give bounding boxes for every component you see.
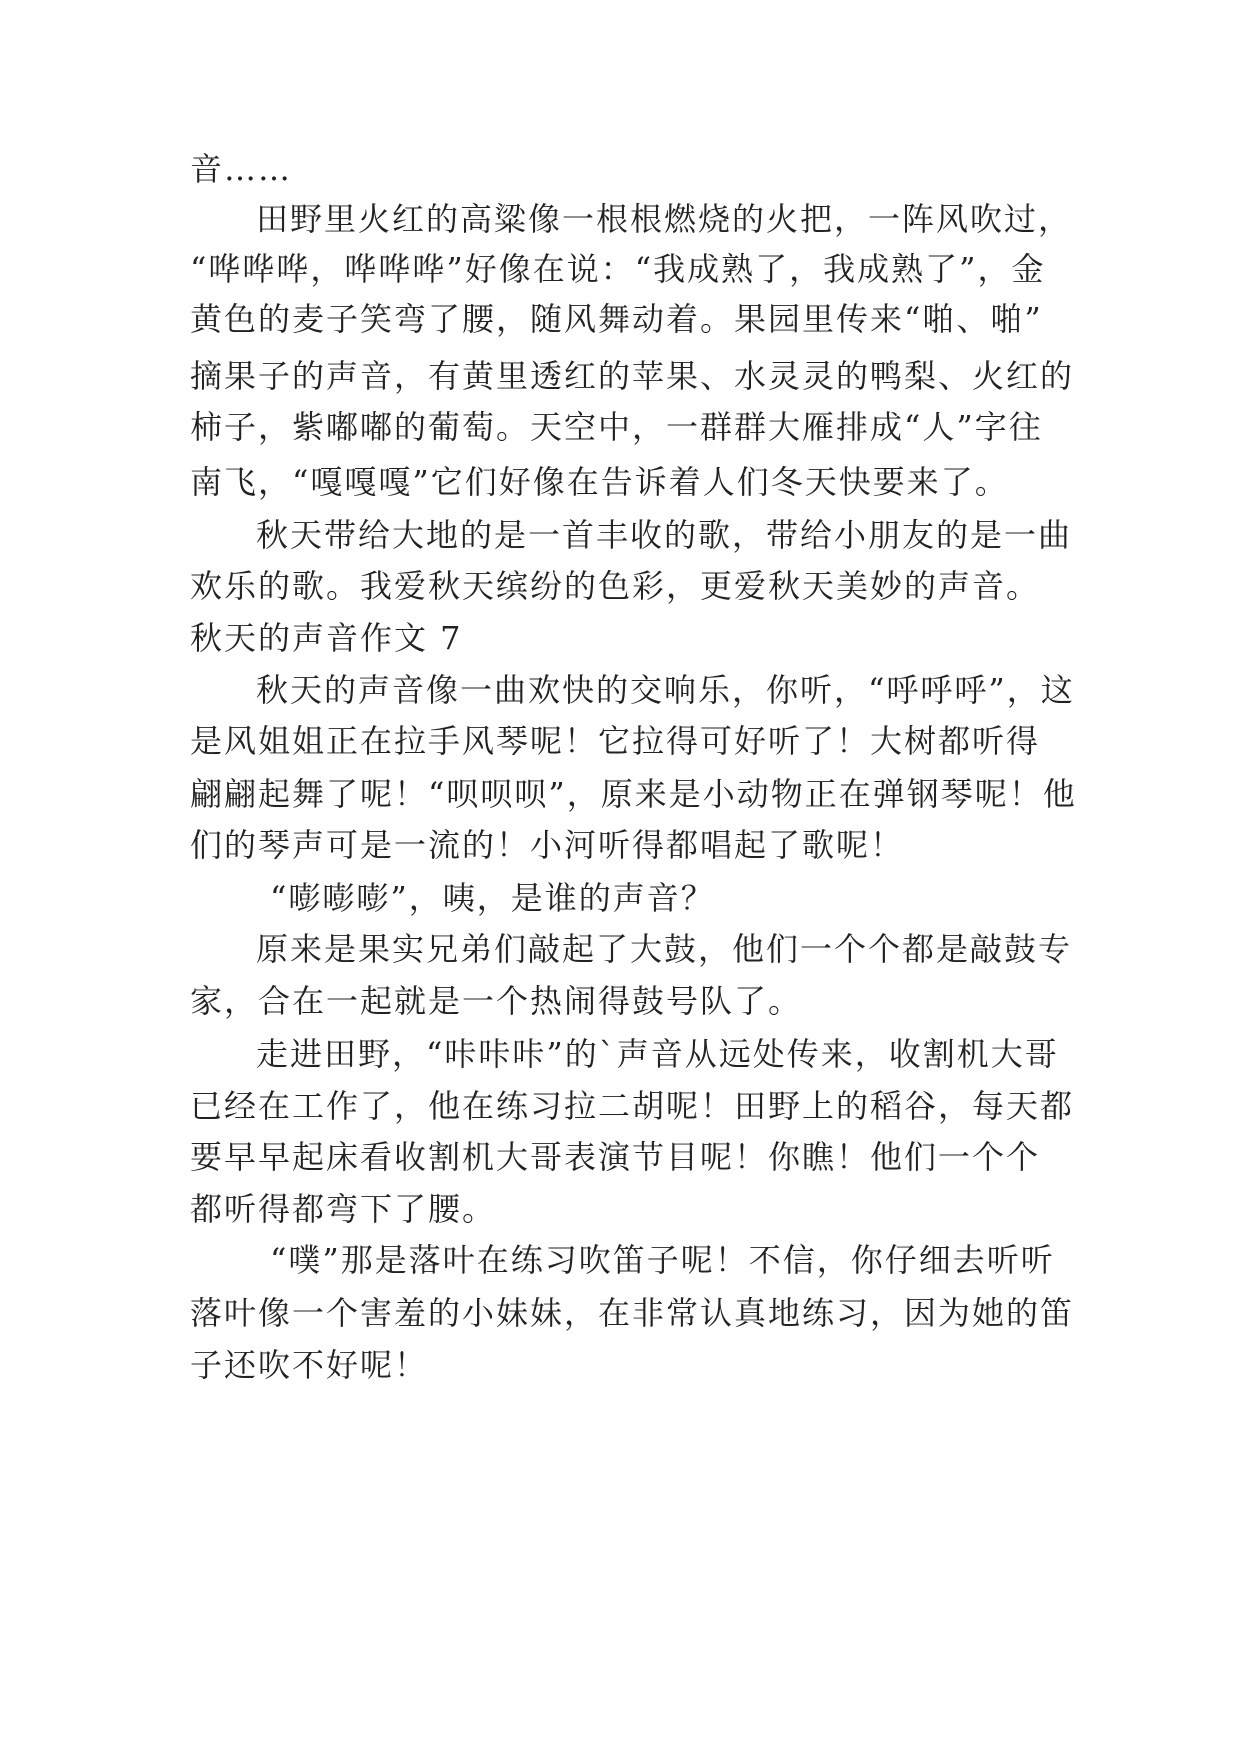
text-line: 秋天带给大地的是一首丰收的歌，带给小朋友的是一曲 [256,516,1073,554]
text-line: 家，合在一起就是一个热闹得鼓号队了。 [190,982,803,1020]
text-line: 要早早起床看收割机大哥表演节目呢！你瞧！他们一个个 [190,1138,1041,1176]
text-line: “嘭嘭嘭”，咦，是谁的声音？ [270,879,715,917]
text-line: 田野里火红的高粱像一根根燃烧的火把，一阵风吹过， [256,200,1073,238]
text-line: 秋天的声音像一曲欢快的交响乐，你听，“呼呼呼”，这 [256,671,1075,709]
text-line: 翩翩起舞了呢！“呗呗呗”，原来是小动物正在弹钢琴呢！他 [190,775,1077,813]
text-line: 走进田野，“咔咔咔”的`声音从远处传来，收割机大哥 [256,1035,1059,1073]
section-heading: 秋天的声音作文 7 [190,619,463,657]
text-line: “哗哗哗，哗哗哗”好像在说：“我成熟了，我成熟了”，金 [190,250,1046,288]
text-line: 都听得都弯下了腰。 [190,1190,497,1228]
text-line: 是风姐姐正在拉手风琴呢！它拉得可好听了！大树都听得 [190,722,1041,760]
text-line: 音…… [190,150,293,188]
text-line: 落叶像一个害羞的小妹妹，在非常认真地练习，因为她的笛 [190,1294,1075,1332]
text-line: 柿子，紫嘟嘟的葡萄。天空中，一群群大雁排成“人”字往 [190,408,1043,446]
text-line: 黄色的麦子笑弯了腰，随风舞动着。果园里传来“啪、啪” [190,300,1043,338]
text-line: 已经在工作了，他在练习拉二胡呢！田野上的稻谷，每天都 [190,1087,1075,1125]
text-line: 原来是果实兄弟们敲起了大鼓，他们一个个都是敲鼓专 [256,930,1073,968]
text-line: 南飞，“嘎嘎嘎”它们好像在告诉着人们冬天快要来了。 [190,463,1009,501]
text-line: 子还吹不好呢！ [190,1346,429,1384]
text-line: “噗”那是落叶在练习吹笛子呢！不信，你仔细去听听 [270,1241,1055,1279]
text-line: 们的琴声可是一流的！小河听得都唱起了歌呢！ [190,826,905,864]
text-line: 摘果子的声音，有黄里透红的苹果、水灵灵的鸭梨、火红的 [190,357,1075,395]
text-line: 欢乐的歌。我爱秋天缤纷的色彩，更爱秋天美妙的声音。 [190,567,1041,605]
